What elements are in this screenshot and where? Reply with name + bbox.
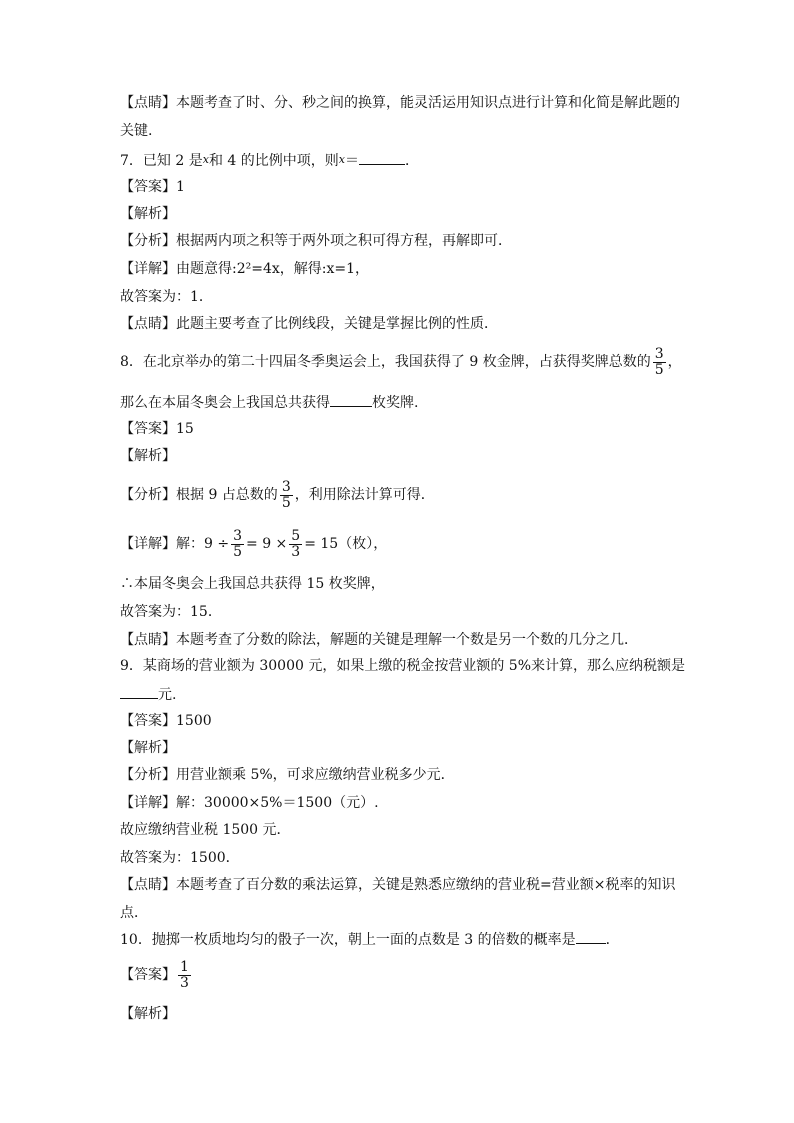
q8-conclusion: 故答案为：15． bbox=[120, 604, 222, 620]
q7-stem bbox=[120, 150, 419, 171]
q9-stem-line2 bbox=[120, 684, 176, 705]
q9-stem-unit: 元. bbox=[158, 687, 177, 703]
q8-detail bbox=[120, 527, 387, 561]
q9-stem: 9．某商场的营业额为 30000 元，如果上缴的税金按营业额的 5%来计算，那么应纳税额是 bbox=[120, 658, 686, 674]
q8-fenxi bbox=[120, 478, 435, 512]
q8-fenxi-fraction bbox=[280, 480, 293, 511]
q8-calc-part1: 9 ÷ bbox=[204, 536, 230, 552]
q6-remark-line1: 【点睛】本题考查了时、分、秒之间的换算，能灵活运用知识点进行计算和化简是解此题的 bbox=[120, 95, 680, 111]
q9-analysis: 【解析】 bbox=[120, 740, 176, 756]
q9-therefore: 故应缴纳营业税 1500 元． bbox=[120, 822, 291, 838]
q7-answer: 【答案】1 bbox=[120, 179, 185, 195]
q7-answer-blank bbox=[359, 150, 405, 165]
q8-calc-frac2-den: 3 bbox=[291, 543, 301, 560]
q7-analysis: 【解析】 bbox=[120, 206, 176, 222]
q8-stem-comma: ， bbox=[667, 354, 682, 370]
q10-stem-end: ． bbox=[605, 932, 620, 948]
q10-stem-part1: 10．抛掷一枚质地均匀的骰子一次，朝上一面的点数是 3 的倍数的概率是 bbox=[120, 932, 576, 948]
q8-fenxi-frac-num: 3 bbox=[281, 478, 291, 495]
q9-fenxi: 【分析】用营业额乘 5%，可求应缴纳营业税多少元． bbox=[120, 767, 455, 783]
q8-detail-label: 【详解】解： bbox=[120, 536, 204, 552]
q10-answer bbox=[120, 958, 193, 992]
q7-stem-end: ． bbox=[404, 153, 419, 169]
q10-frac-num: 1 bbox=[180, 958, 189, 975]
q9-answer-blank bbox=[120, 684, 158, 699]
q8-stem-part1: 8．在北京举办的第二十四届冬季奥运会上，我国获得了 9 枚金牌，占获得奖牌总数的 bbox=[120, 354, 651, 370]
q8-fenxi-part1: 【分析】根据 9 占总数的 bbox=[120, 487, 278, 503]
q8-stem bbox=[120, 345, 682, 379]
q8-stem-part4: 枚奖牌. bbox=[372, 395, 419, 411]
q7-conclusion: 故答案为：1． bbox=[120, 289, 213, 305]
q7-stem-part1: 7．已知 2 是 bbox=[120, 153, 203, 169]
q8-answer-blank bbox=[330, 392, 372, 407]
q8-frac-num: 3 bbox=[654, 345, 664, 362]
q8-therefore: ∴本届冬奥会上我国总共获得 15 枚奖牌， bbox=[120, 576, 385, 592]
q9-remark-line1: 【点睛】本题考查了百分数的乘法运算，关键是熟悉应缴纳的营业税=营业额×税率的知识 bbox=[120, 877, 676, 893]
q8-fenxi-part2: ，利用除法计算可得． bbox=[294, 487, 435, 503]
q10-answer-fraction bbox=[178, 960, 191, 991]
q8-stem-line2 bbox=[120, 392, 418, 413]
q8-calc-frac2 bbox=[289, 529, 302, 560]
q7-var-x2: x bbox=[338, 153, 345, 166]
q9-detail: 【详解】解：30000×5%＝1500（元）. bbox=[120, 795, 379, 811]
q9-remark-line2: 点． bbox=[120, 905, 148, 921]
q8-calc-frac1 bbox=[231, 529, 244, 560]
q8-remark: 【点睛】本题考查了分数的除法，解题的关键是理解一个数是另一个数的几分之几． bbox=[120, 632, 638, 648]
q7-remark: 【点睛】此题主要考查了比例线段，关键是掌握比例的性质． bbox=[120, 316, 498, 332]
q6-remark-line2: 关键. bbox=[120, 123, 153, 139]
q10-frac-den: 3 bbox=[180, 974, 189, 991]
q10-stem bbox=[120, 929, 620, 950]
q7-var-x: x bbox=[202, 153, 209, 166]
q10-answer-blank bbox=[576, 929, 606, 944]
q8-calc-frac1-num: 3 bbox=[233, 527, 243, 544]
q8-frac-den: 5 bbox=[654, 361, 664, 378]
q7-fenxi: 【分析】根据两内项之积等于两外项之积可得方程，再解即可． bbox=[120, 233, 512, 249]
q7-eq: ＝ bbox=[344, 153, 359, 169]
q10-answer-label: 【答案】 bbox=[120, 967, 176, 983]
q7-detail: 【详解】由题意得:2²=4x，解得:x=1， bbox=[120, 261, 370, 277]
q8-fenxi-frac-den: 5 bbox=[281, 494, 291, 511]
q7-stem-part2: 和 4 的比例中项，则 bbox=[208, 153, 339, 169]
q8-stem-part3: 那么在本届冬奥会上我国总共获得 bbox=[120, 395, 330, 411]
q10-analysis: 【解析】 bbox=[120, 1006, 176, 1022]
q8-answer: 【答案】15 bbox=[120, 421, 194, 437]
q8-calc-part2: = 9 × bbox=[246, 536, 288, 552]
q9-conclusion: 故答案为：1500． bbox=[120, 850, 240, 866]
q9-answer: 【答案】1500 bbox=[120, 713, 212, 729]
q8-analysis: 【解析】 bbox=[120, 448, 176, 464]
q8-calc-frac1-den: 5 bbox=[233, 543, 243, 560]
q8-calc-frac2-num: 5 bbox=[291, 527, 301, 544]
q8-fraction bbox=[653, 347, 666, 378]
q8-calc-part3: = 15（枚）， bbox=[304, 536, 388, 552]
